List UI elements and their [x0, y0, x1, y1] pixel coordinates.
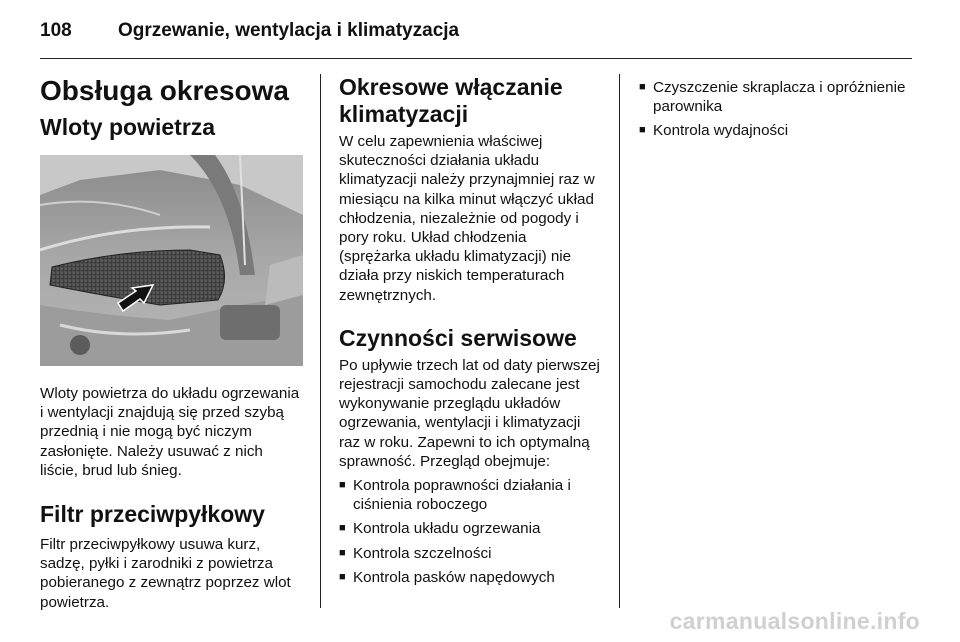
service-check-list: [339, 476, 601, 587]
subsection-title-air-inlets: Wloty powietrza: [40, 114, 216, 140]
bullet-square-icon: ■: [639, 124, 646, 137]
bullet-square-icon: ■: [339, 570, 346, 583]
list-item: ■ Kontrola pasków napędowych: [339, 568, 555, 586]
bullet-square-icon: ■: [639, 81, 646, 93]
service-check-list-continued: [639, 78, 909, 141]
bullet-square-icon: ■: [339, 546, 346, 559]
running-title: Ogrzewanie, wentylacja i klimatyzacja: [118, 20, 460, 41]
page-header: [40, 18, 912, 59]
bullet-square-icon: ■: [339, 522, 346, 535]
list-item: ■ Kontrola układu ogrzewania: [339, 520, 541, 538]
section-title: Obsługa okresowa: [40, 75, 289, 106]
column-middle: [339, 74, 601, 592]
ac-operation-title: Okresowe włączanie klimatyzacji: [339, 74, 563, 127]
service-paragraph: Po upływie trzech lat od daty pierwszej rejestracji samochodu zalecane jest wykonywanie przeglądu układów ogrzewania, wentylacji i klimatyzacji raz w roku. Zapewni to ich optymalną sprawność. Przegląd obejmuje:: [339, 356, 600, 470]
column-divider: [320, 74, 321, 608]
air-inlet-photo: [40, 155, 303, 366]
list-item: ■ Czyszczenie skraplacza i opróżnienie parownika: [639, 79, 906, 116]
air-inlet-paragraph: Wloty powietrza do układu ogrzewania i wentylacji znajdują się przed szybą przednią i nie mogą być niczym zasłonięte. Należy usuwać z nich liście, brud lub śnieg.: [40, 385, 300, 479]
column-right: [639, 74, 909, 146]
watermark: carmanualsonline.info: [669, 608, 920, 634]
page-number: 108: [40, 20, 72, 41]
list-item: ■ Kontrola wydajności: [639, 122, 789, 140]
list-item: ■ Kontrola poprawności działania i ciśnienia roboczego: [339, 477, 571, 514]
list-item: ■ Kontrola szczelności: [339, 544, 492, 562]
pollen-filter-title: Filtr przeciwpyłkowy: [40, 501, 265, 528]
column-left: [40, 74, 303, 612]
column-divider: [619, 74, 620, 608]
pollen-filter-paragraph: Filtr przeciwpyłkowy usuwa kurz, sadzę, pyłki i zarodniki z powietrza pobieranego z zewnątrz poprzez wlot powietrza.: [40, 536, 291, 611]
service-title: Czynności serwisowe: [339, 324, 577, 351]
ac-operation-paragraph: W celu zapewnienia właściwej skuteczności działania układu klimatyzacji należy przynajmniej raz w miesiącu na kilka minut włączyć układ chłodzenia, niezależnie od pogody i pory roku. Układ chłodzenia (sprężarka układu klimatyzacji) nie działa przy niskich temperaturach zewnętrznych.: [339, 133, 595, 304]
bullet-square-icon: ■: [339, 479, 346, 492]
